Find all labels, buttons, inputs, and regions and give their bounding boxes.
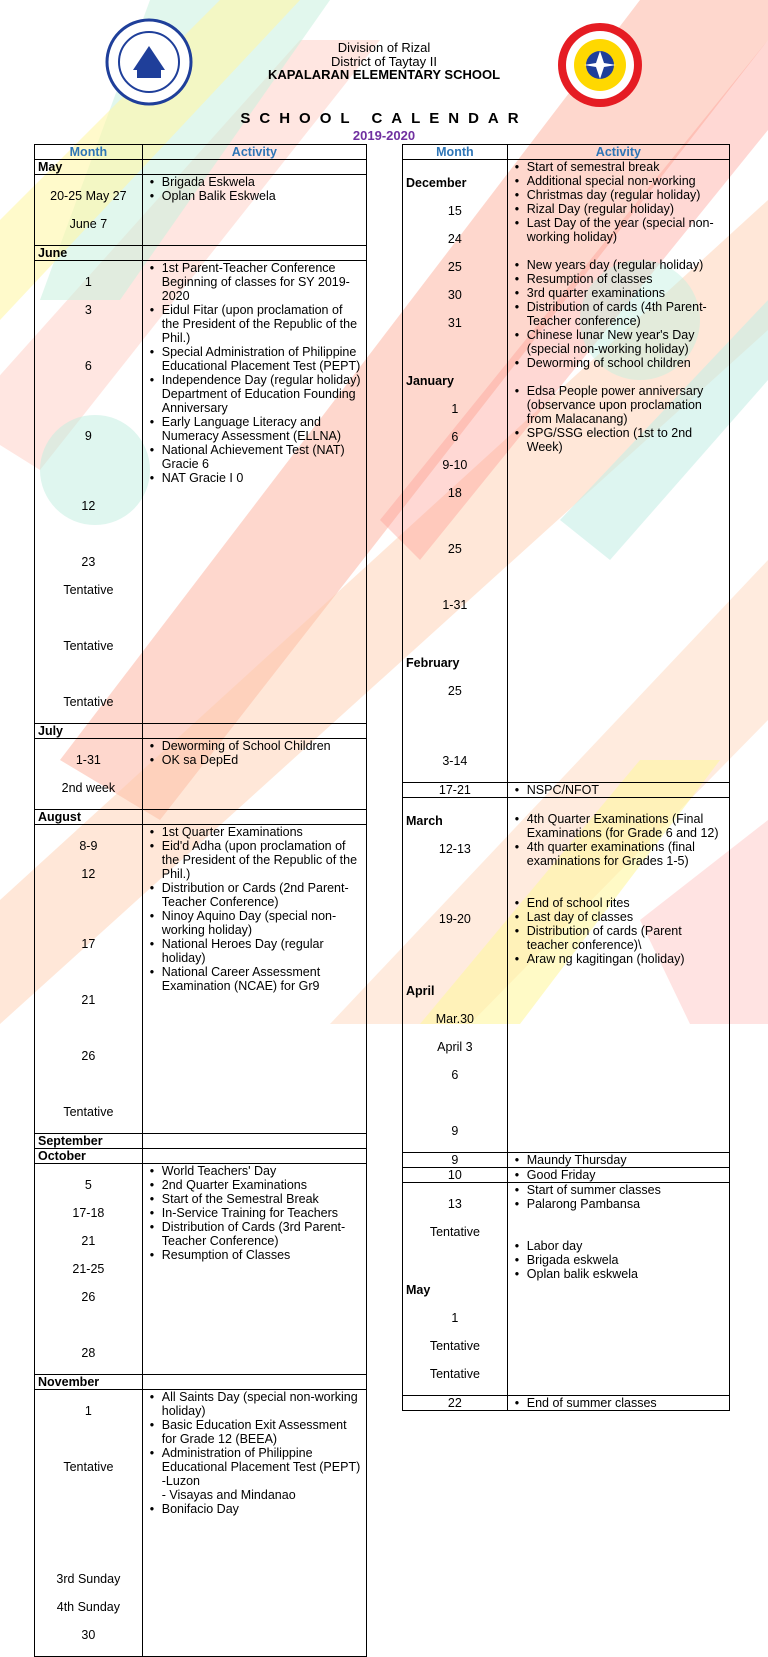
date-text: 17-21 <box>403 783 508 798</box>
date-text: 5 <box>84 1178 92 1192</box>
activity-item: • 2nd Quarter Examinations <box>146 1178 363 1192</box>
activity-item: • Basic Education Exit Assessment for Grade 12 (BEEA) <box>146 1418 363 1446</box>
dates-cell <box>35 739 143 810</box>
dates-cell <box>403 1183 508 1396</box>
date-text: 19-20 <box>438 912 471 926</box>
month-label: November <box>35 1375 143 1390</box>
activity-item: • Special Administration of Philippine Educational Placement Test (PEPT) <box>146 345 363 373</box>
month-row-august <box>35 810 367 825</box>
month-row-october <box>35 1149 367 1164</box>
date-text: Tentative <box>63 1460 114 1474</box>
date-text: 20-25 May 27 <box>50 189 127 203</box>
date-text: 2nd week <box>61 781 116 795</box>
date-text: 24 <box>447 232 462 246</box>
date-text: 30 <box>81 1628 96 1642</box>
date-text: 17-18 <box>72 1206 105 1220</box>
date-text: 12 <box>81 867 96 881</box>
month-label: January <box>406 374 454 388</box>
activity-item: • Labor day <box>511 1239 726 1253</box>
date-text: 12-13 <box>438 842 471 856</box>
date-text: 15 <box>447 204 462 218</box>
month-row-may <box>35 160 367 175</box>
date-text: 21 <box>81 993 96 1007</box>
month-label: May <box>35 160 143 175</box>
date-text: 17 <box>81 937 96 951</box>
activity-item: • Start of the Semestral Break <box>146 1192 363 1206</box>
date-text: 31 <box>447 316 462 330</box>
activity-item: • Resumption of Classes <box>146 1248 363 1262</box>
activity-item: • Ninoy Aquino Day (special non-working holiday) <box>146 909 363 937</box>
table-row <box>35 825 367 1134</box>
right-calendar-table <box>402 144 730 1411</box>
dates-cell <box>35 261 143 724</box>
date-text: Tentative <box>63 583 114 597</box>
month-label: February <box>406 656 460 670</box>
activity-item: • Independence Day (regular holiday) Department of Education Founding Anniversary <box>146 373 363 415</box>
month-row-september <box>35 1134 367 1149</box>
month-row-november <box>35 1375 367 1390</box>
activity-item: • Maundy Thursday <box>511 1153 726 1167</box>
date-text: Tentative <box>63 695 114 709</box>
activity-item: • Brigada Eskwela <box>146 175 363 189</box>
activity-item: • World Teachers' Day <box>146 1164 363 1178</box>
activity-cell <box>507 160 729 783</box>
activity-item: • Eid'd Adha (upon proclamation of the President of the Republic of the Phil.) <box>146 839 363 881</box>
activity-item: • Bonifacio Day <box>146 1502 363 1516</box>
date-text: 6 <box>451 430 459 444</box>
date-text: 23 <box>81 555 96 569</box>
dates-cell <box>35 1390 143 1657</box>
date-text: 1-31 <box>442 598 468 612</box>
activity-item: • Start of semestral break <box>511 160 726 174</box>
activity-item: • End of school rites <box>511 896 726 910</box>
dates-cell <box>403 160 508 783</box>
month-label: April <box>406 984 435 998</box>
month-column-header: Month <box>35 145 143 160</box>
activity-item: • Christmas day (regular holiday) <box>511 188 726 202</box>
activity-cell <box>507 1396 729 1411</box>
date-text: 26 <box>81 1290 96 1304</box>
activity-item: • End of summer classes <box>511 1396 726 1410</box>
date-text: Mar.30 <box>435 1012 474 1026</box>
activity-item: • Distribution of Cards (3rd Parent-Teacher Conference) <box>146 1220 363 1248</box>
month-row-july <box>35 724 367 739</box>
activity-item: • NSPC/NFOT <box>511 783 726 797</box>
date-text: 1 <box>84 1404 92 1418</box>
activity-item: • Last day of classes <box>511 910 726 924</box>
table-row <box>403 1168 730 1183</box>
month-row-december <box>403 160 730 783</box>
activity-cell <box>507 1183 729 1396</box>
activity-item: • National Achievement Test (NAT) Gracie 6 <box>146 443 363 471</box>
table-row <box>35 1390 367 1657</box>
table-row <box>35 261 367 724</box>
activity-item: • Edsa People power anniversary (observance upon proclamation from Malacanang) <box>511 384 726 426</box>
activity-cell <box>142 175 366 246</box>
date-text: 9-10 <box>442 458 468 472</box>
date-text: 6 <box>451 1068 459 1082</box>
month-label: August <box>35 810 143 825</box>
month-label: October <box>35 1149 143 1164</box>
activity-item: • Additional special non-working <box>511 174 726 188</box>
date-text: 8-9 <box>79 839 98 853</box>
month-row-march <box>403 798 730 1153</box>
date-text: 1-31 <box>75 753 101 767</box>
date-text: 10 <box>403 1168 508 1183</box>
date-text: April 3 <box>437 1040 473 1054</box>
date-text: 1 <box>84 275 92 289</box>
activity-item: • Start of summer classes <box>511 1183 726 1197</box>
activity-item: • 1st Parent-Teacher Conference Beginning of classes for SY 2019-2020 <box>146 261 363 303</box>
activity-item: • SPG/SSG election (1st to 2nd Week) <box>511 426 726 454</box>
month-label: July <box>35 724 143 739</box>
month-label: March <box>406 814 443 828</box>
activity-item: • 1st Quarter Examinations <box>146 825 363 839</box>
left-calendar-table <box>34 144 367 1657</box>
activity-subitem: - Visayas and Mindanao <box>161 1488 296 1502</box>
page-title: SCHOOL CALENDAR <box>240 110 528 127</box>
date-text: 18 <box>447 486 462 500</box>
district-text: District of Taytay II <box>331 54 437 69</box>
activity-cell <box>142 825 366 1134</box>
date-text: Tentative <box>429 1367 480 1381</box>
activity-cell <box>142 1164 366 1375</box>
date-text: 3 <box>84 303 92 317</box>
activity-item: • 4th Quarter Examinations (Final Examinations (for Grade 6 and 12) <box>511 812 726 840</box>
activity-item: • Eidul Fitar (upon proclamation of the President of the Republic of the Phil.) <box>146 303 363 345</box>
activity-item: • All Saints Day (special non-working holiday) <box>146 1390 363 1418</box>
date-text: 30 <box>447 288 462 302</box>
date-text: 21-25 <box>72 1262 105 1276</box>
school-name: KAPALARAN ELEMENTARY SCHOOL <box>267 67 501 82</box>
month-label: May <box>406 1283 431 1297</box>
date-text: 3-14 <box>442 754 468 768</box>
table-row <box>403 1396 730 1411</box>
table-row <box>35 175 367 246</box>
dates-cell <box>35 175 143 246</box>
activity-cell <box>507 1153 729 1168</box>
date-text: 22 <box>403 1396 508 1411</box>
date-text: Tentative <box>63 639 114 653</box>
activity-cell <box>507 1168 729 1183</box>
activity-item: • Oplan Balik Eskwela <box>146 189 363 203</box>
date-text: Tentative <box>63 1105 114 1119</box>
date-text: 1 <box>451 1311 459 1325</box>
date-text: 3rd Sunday <box>56 1572 121 1586</box>
activity-item: • Rizal Day (regular holiday) <box>511 202 726 216</box>
activity-item: • National Career Assessment Examination (NCAE) for Gr9 <box>146 965 363 993</box>
activity-item: • Good Friday <box>511 1168 726 1182</box>
date-text: 9 <box>84 429 92 443</box>
date-text: 21 <box>81 1234 96 1248</box>
activity-item: • NAT Gracie I 0 <box>146 471 363 485</box>
date-text: 13 <box>447 1197 462 1211</box>
division-text: Division of Rizal <box>337 40 431 55</box>
activity-item: • Distribution of cards (4th Parent-Teacher conference) <box>511 300 726 328</box>
activity-item: • Oplan balik eskwela <box>511 1267 726 1281</box>
activity-item: • Administration of Philippine Educational Placement Test (PEPT) <box>146 1446 363 1474</box>
date-text: 1 <box>451 402 459 416</box>
school-year: 2019-2020 <box>352 128 416 143</box>
month-column-header: Month <box>403 145 508 160</box>
activity-item: • New years day (regular holiday) <box>511 258 726 272</box>
date-text: 25 <box>447 542 462 556</box>
date-text: 25 <box>447 260 462 274</box>
month-label: December <box>406 176 467 190</box>
date-text: 9 <box>403 1153 508 1168</box>
table-row <box>403 783 730 798</box>
activity-item: • Last Day of the year (special non-working holiday) <box>511 216 726 244</box>
activity-item: • Resumption of classes <box>511 272 726 286</box>
activity-item: • Chinese lunar New year's Day (special non-working holiday) <box>511 328 726 356</box>
activity-item: • Distribution of cards (Parent teacher conference)\ <box>511 924 726 952</box>
table-row <box>403 1153 730 1168</box>
activity-item: • 4th quarter examinations (final examinations for Grades 1-5) <box>511 840 726 868</box>
table-header-row <box>35 145 367 160</box>
dates-cell <box>35 825 143 1134</box>
table-row <box>35 739 367 810</box>
month-row-june <box>35 246 367 261</box>
activity-cell <box>142 1390 366 1657</box>
table-row <box>35 1164 367 1375</box>
date-text: Tentative <box>429 1225 480 1239</box>
activity-item: • Brigada eskwela <box>511 1253 726 1267</box>
date-text: June 7 <box>69 217 108 231</box>
activity-item: • Early Language Literacy and Numeracy Assessment (ELLNA) <box>146 415 363 443</box>
activity-column-header: Activity <box>507 145 729 160</box>
date-text: Tentative <box>429 1339 480 1353</box>
activity-item: • Distribution or Cards (2nd Parent-Teacher Conference) <box>146 881 363 909</box>
month-label: September <box>35 1134 143 1149</box>
activity-subitem: -Luzon <box>161 1474 200 1488</box>
date-text: 12 <box>81 499 96 513</box>
activity-cell <box>142 261 366 724</box>
activity-cell <box>142 739 366 810</box>
table-header-row <box>403 145 730 160</box>
activity-item: • Deworming of school children <box>511 356 726 370</box>
month-label: June <box>35 246 143 261</box>
activity-cell <box>507 798 729 1153</box>
date-text: 6 <box>84 359 92 373</box>
activity-item: • OK sa DepEd <box>146 753 363 767</box>
activity-item: • Araw ng kagitingan (holiday) <box>511 952 726 966</box>
activity-item: • Deworming of School Children <box>146 739 363 753</box>
date-text: 28 <box>81 1346 96 1360</box>
activity-item: • 3rd quarter examinations <box>511 286 726 300</box>
activity-cell <box>507 783 729 798</box>
activity-item: • National Heroes Day (regular holiday) <box>146 937 363 965</box>
date-text: 9 <box>451 1124 459 1138</box>
activity-item: • In-Service Training for Teachers <box>146 1206 363 1220</box>
date-text: 26 <box>81 1049 96 1063</box>
dates-cell <box>35 1164 143 1375</box>
table-row <box>403 1183 730 1396</box>
date-text: 25 <box>447 684 462 698</box>
activity-column-header: Activity <box>142 145 366 160</box>
date-text: 4th Sunday <box>56 1600 120 1614</box>
activity-item: • Palarong Pambansa <box>511 1197 726 1211</box>
dates-cell <box>403 798 508 1153</box>
